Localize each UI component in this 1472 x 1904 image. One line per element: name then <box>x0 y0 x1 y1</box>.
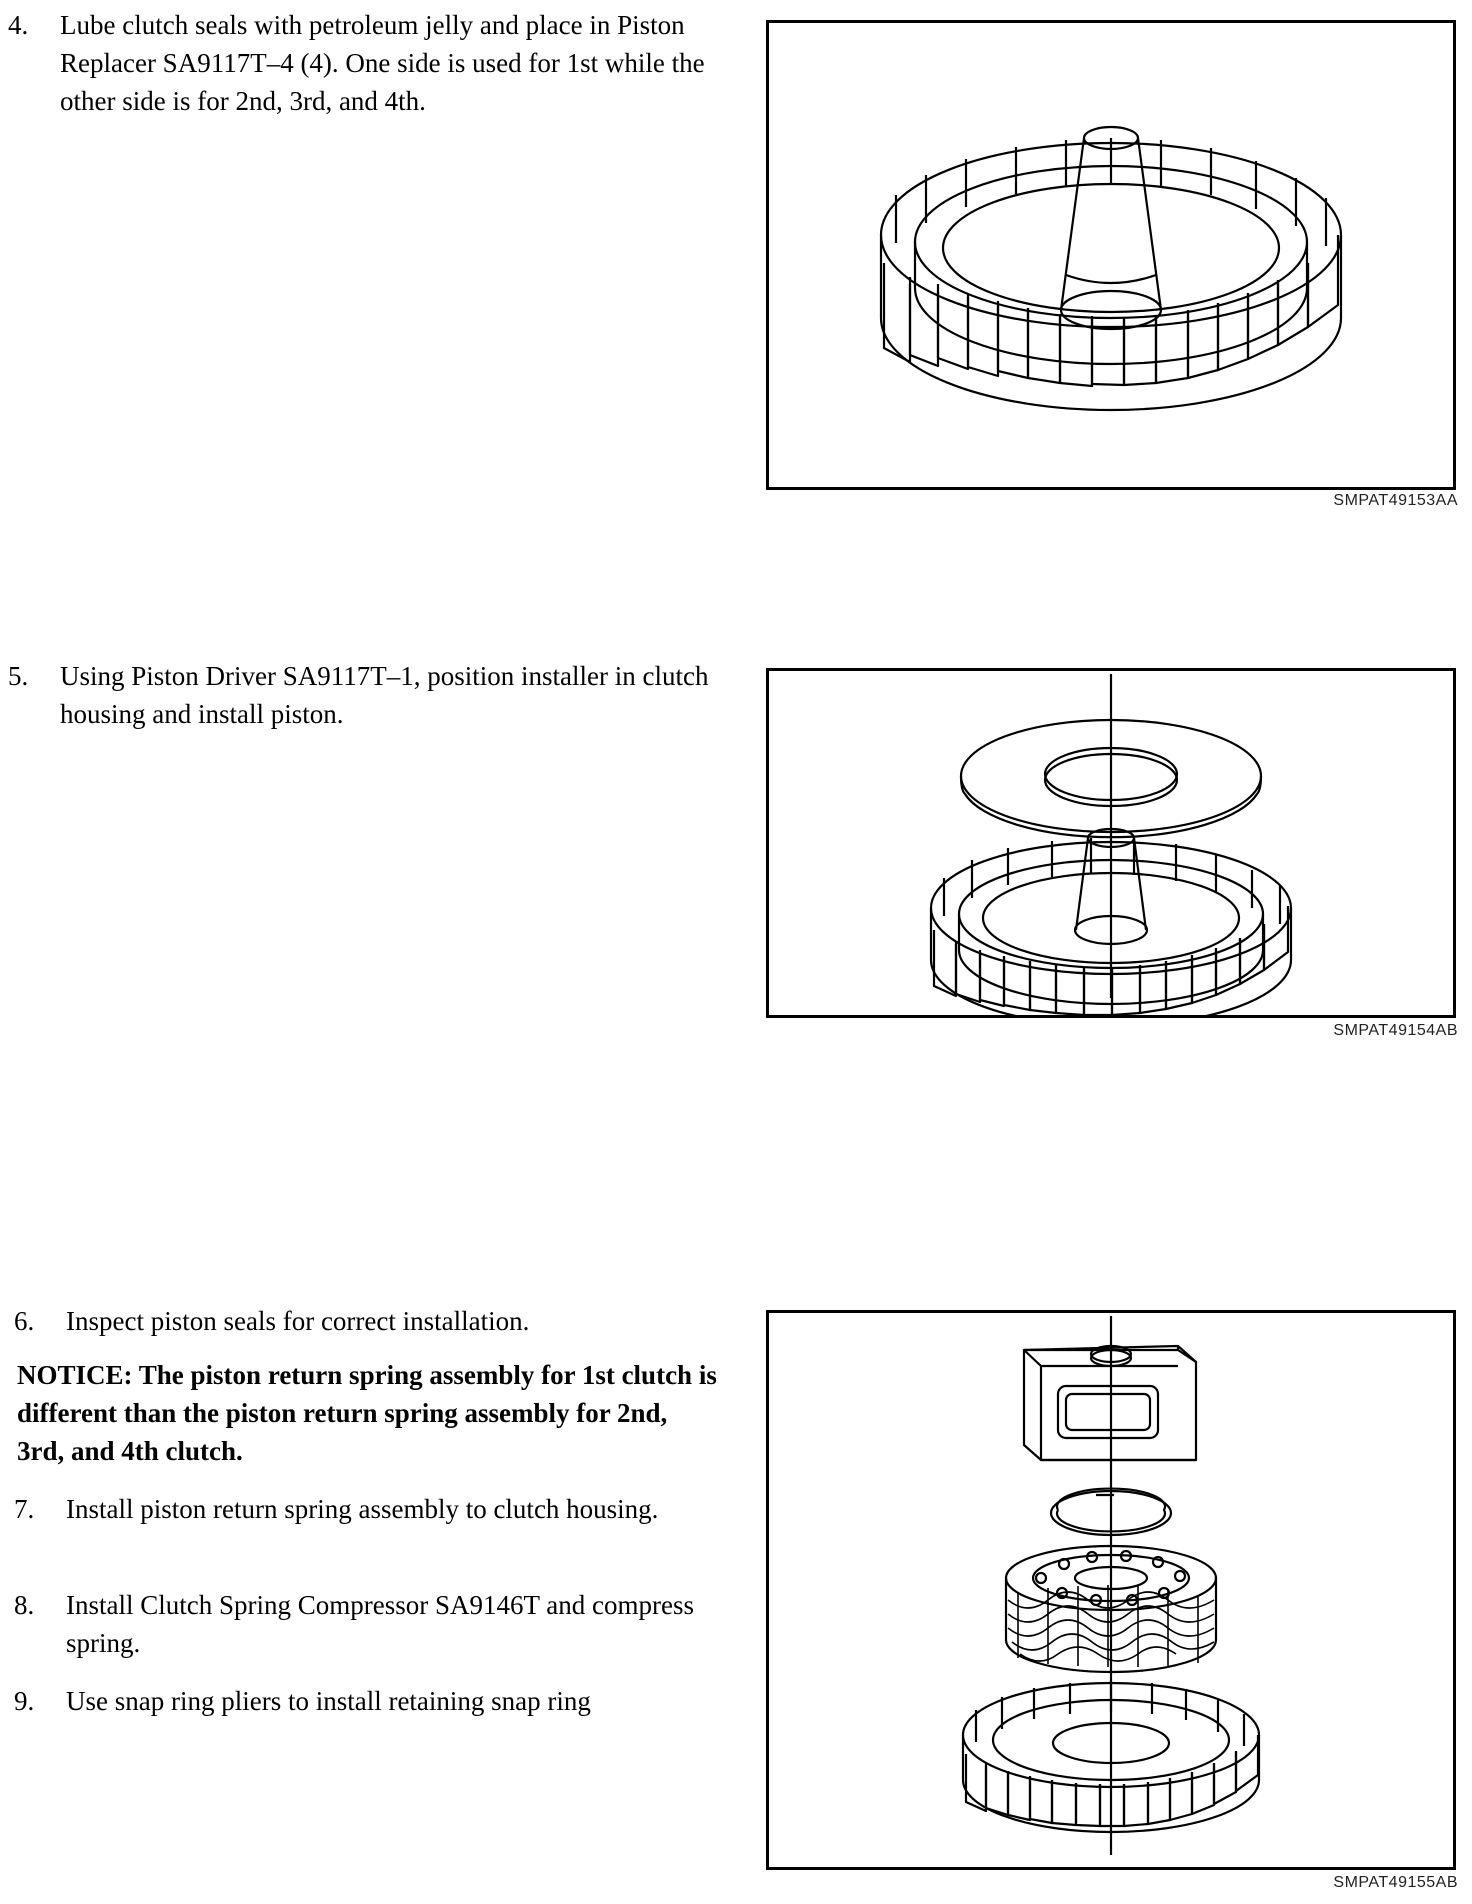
step-item-7 <box>14 1490 754 1528</box>
step-number: 5. <box>8 661 29 691</box>
step-text: Use snap ring pliers to install retaining snap ring <box>66 1686 591 1716</box>
step-number: 8. <box>14 1590 35 1620</box>
step-item-4 <box>8 6 748 120</box>
step-item-5 <box>8 657 748 733</box>
step-text: Using Piston Driver SA9117T–1, position installer in clutch housing and install piston. <box>60 661 709 729</box>
figure-illustration <box>766 668 1456 1018</box>
figure-illustration <box>766 1310 1456 1870</box>
step-number: 6. <box>14 1306 35 1336</box>
step-number: 7. <box>14 1494 35 1524</box>
step-item-9 <box>14 1682 754 1720</box>
figure-caption: SMPAT49155AB <box>1333 1874 1458 1891</box>
step-text: Install piston return spring assembly to clutch housing. <box>66 1494 659 1524</box>
figure-piston-driver <box>766 668 1456 1018</box>
step-text: Inspect piston seals for correct installation. <box>66 1306 530 1336</box>
figure-piston-replacer <box>766 20 1456 490</box>
step-item-6 <box>14 1302 754 1340</box>
step-item-8 <box>14 1586 754 1662</box>
notice-block: NOTICE: The piston return spring assembly for 1st clutch is different than the piston return spring assembly for 2nd, 3rd, and 4th clutch. <box>17 1360 717 1466</box>
step-number: 9. <box>14 1686 35 1716</box>
figure-caption: SMPAT49153AA <box>1333 492 1458 509</box>
step-number: 4. <box>8 10 29 40</box>
step-text: Lube clutch seals with petroleum jelly and place in Piston Replacer SA9117T–4 (4). One side is used for 1st while the other side is for 2nd, 3rd, and 4th. <box>60 10 705 116</box>
step-text: Install Clutch Spring Compressor SA9146T and compress spring. <box>66 1590 694 1658</box>
figure-illustration <box>766 20 1456 490</box>
figure-spring-compressor-assembly <box>766 1310 1456 1870</box>
figure-caption: SMPAT49154AB <box>1333 1022 1458 1039</box>
